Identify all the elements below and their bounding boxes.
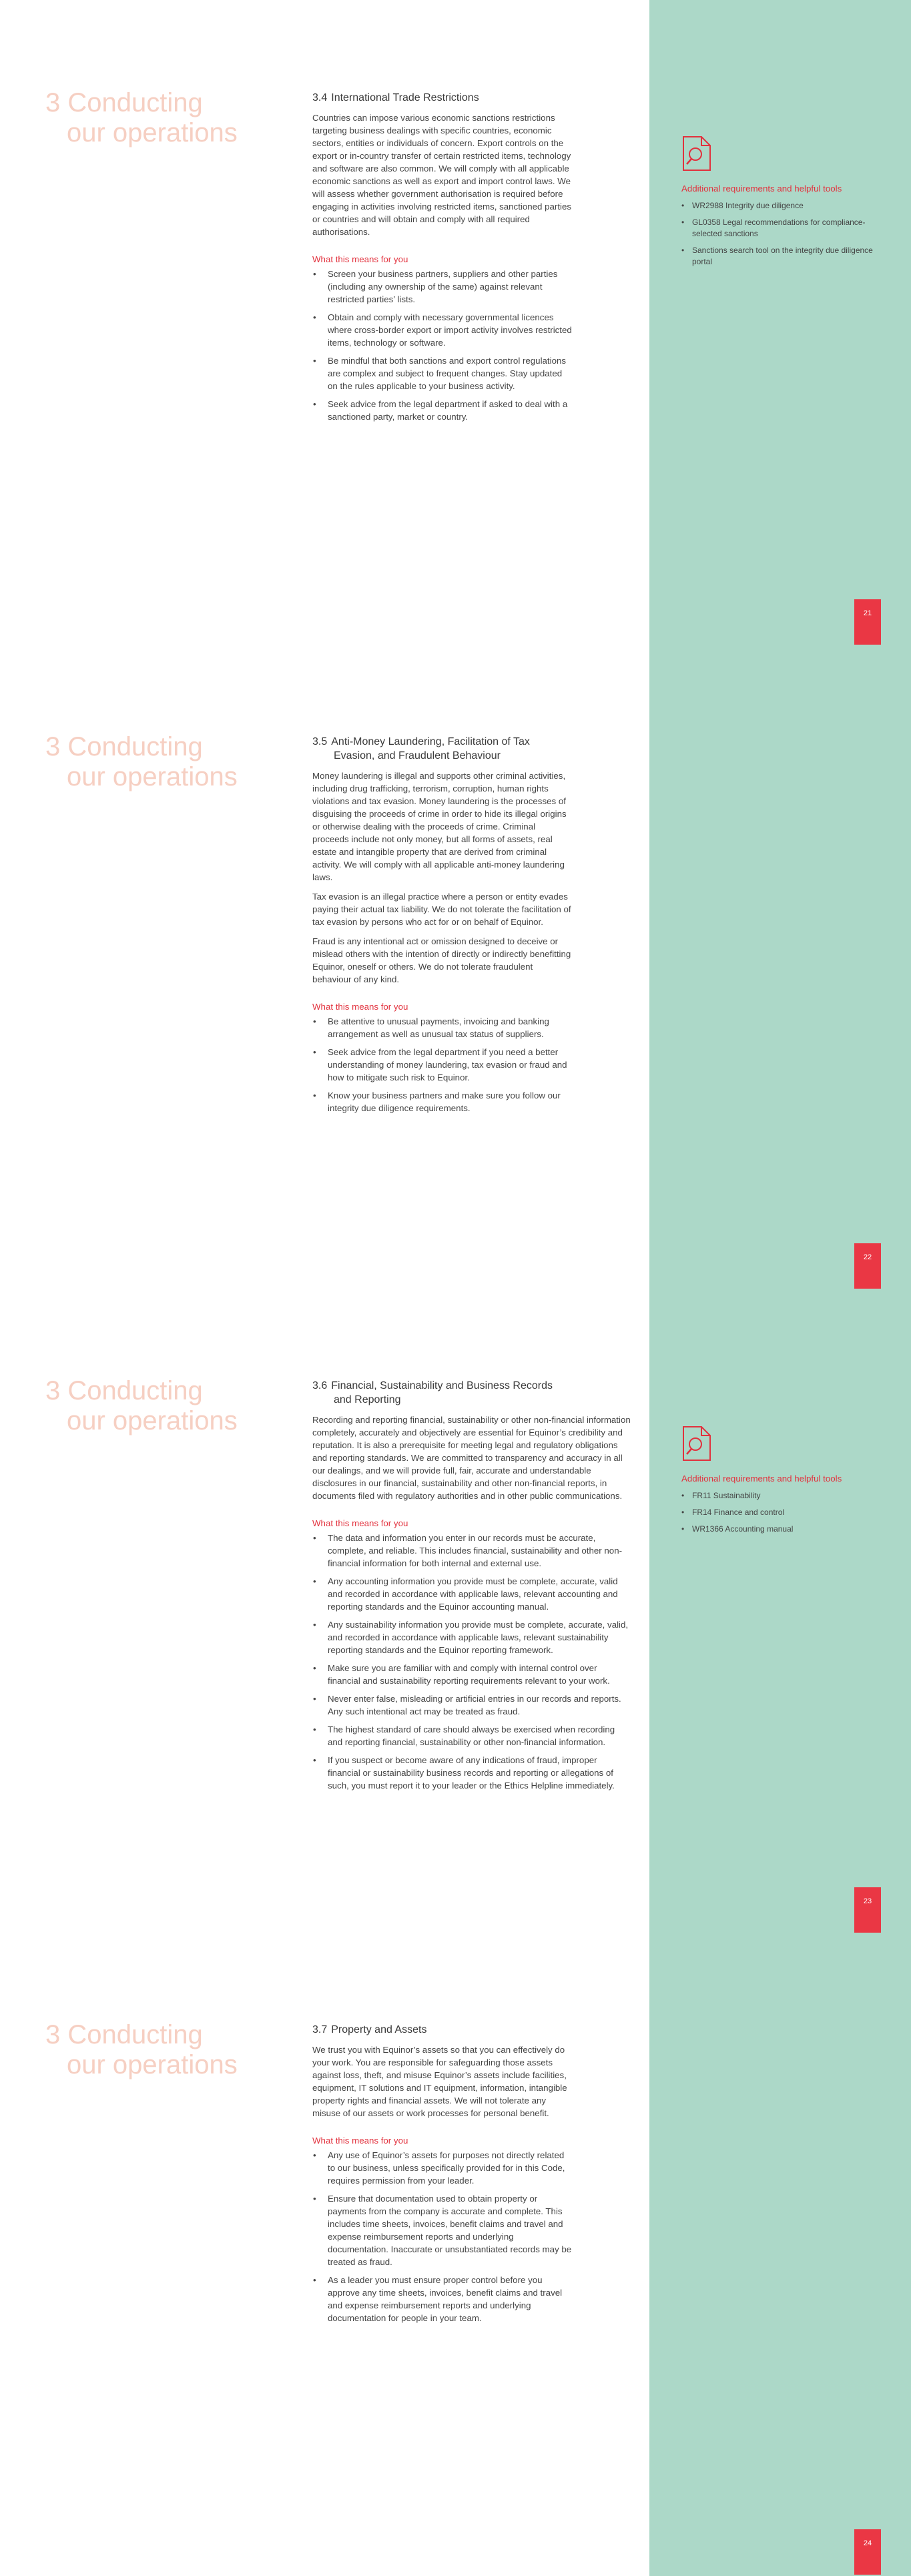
page-21 xyxy=(0,0,911,644)
bullet-item: • Never enter false, misleading or artificial entries in our records and reports. Any such intentional act may be treated as fraud. xyxy=(312,1692,631,1718)
page-24 xyxy=(0,1932,911,2576)
bullet-item: • Be attentive to unusual payments, invoicing and banking arrangement as well as unusual tax status of suppliers. xyxy=(312,1015,573,1040)
body-paragraph: We trust you with Equinor’s assets so that you can effectively do your work. You are responsible for safeguarding those assets against loss, theft, and misuse Equinor’s assets include facilities, equipment, IT solutions and IT equipment, information, intangible property rights and financial assets. We will not tolerate any misuse of our assets or work processes for personal benefit. xyxy=(312,2045,567,2118)
what-this-means-heading: What this means for you xyxy=(312,1002,408,1012)
tools-link[interactable]: • Sanctions search tool on the integrity due diligence portal xyxy=(681,245,882,268)
section-title-continued: and Reporting xyxy=(334,1394,401,1405)
bullet-item: • Obtain and comply with necessary governmental licences where cross-border export or import activity involves restricted items, technology or software. xyxy=(312,311,573,349)
tools-link[interactable]: • FR14 Finance and control xyxy=(681,1507,882,1518)
tools-title: Additional requirements and helpful tools xyxy=(681,1474,842,1484)
section-title-continued: Evasion, and Fraudulent Behaviour xyxy=(334,750,501,761)
bullet-item: • Make sure you are familiar with and comply with internal control over financial and sustainability reporting requirements relevant to your work. xyxy=(312,1662,631,1687)
what-this-means-heading: What this means for you xyxy=(312,254,408,264)
section-content xyxy=(312,91,573,428)
chapter-line-1: 3 Conducting xyxy=(45,2020,203,2049)
page-number: 24 xyxy=(854,2529,881,2575)
section-content xyxy=(312,1379,631,1797)
chapter-heading xyxy=(45,88,238,148)
tools-link[interactable]: • GL0358 Legal recommendations for compliance- selected sanctions xyxy=(681,217,882,240)
bullet-item: • Be mindful that both sanctions and export control regulations are complex and subject to frequent changes. Stay updated on the rules applicable to your business activity. xyxy=(312,354,573,392)
document-search-icon xyxy=(681,1425,712,1462)
bullet-item: • If you suspect or become aware of any indications of fraud, improper financial or sustainability business records and reporting or allegations of such, you must report it to your leader or the Ethics Helpline immediately. xyxy=(312,1754,631,1792)
tools-title: Additional requirements and helpful tools xyxy=(681,184,842,194)
tools-list xyxy=(681,200,882,268)
page-22 xyxy=(0,644,911,1288)
page-number: 23 xyxy=(854,1887,881,1933)
bullet-item: • Any accounting information you provide must be complete, accurate, valid and recorded in accordance with applicable laws, relevant accounting and reporting standards and the Equinor accounting manual. xyxy=(312,1575,631,1613)
chapter-line-1: 3 Conducting xyxy=(45,1376,203,1405)
chapter-line-2: our operations xyxy=(67,2050,238,2079)
bullet-item: • Seek advice from the legal department if asked to deal with a sanctioned party, market or country. xyxy=(312,398,573,423)
section-title xyxy=(312,1379,631,1407)
section-number: 3.7 xyxy=(312,2024,328,2035)
tools-link[interactable]: • WR2988 Integrity due diligence xyxy=(681,200,882,212)
body-paragraph: Recording and reporting financial, sustainability or other non-financial information completely, accurately and objectively are essential for Equinor’s credibility and reputation. It is also a prerequisite for meeting legal and regulatory obligations and reporting standards. We are committed to transparency and accuracy in all our dealings, and we will provide full, fair, accurate and understandable disclosures in our financial, sustainability and other non-financial reports, in documents filed with regulatory authorities and in other public communications. xyxy=(312,1415,631,1501)
bullet-item: • Seek advice from the legal department if you need a better understanding of money laundering, tax evasion or fraud and how to mitigate such risk to Equinor. xyxy=(312,1046,573,1084)
section-content xyxy=(312,2023,573,2330)
chapter-line-2: our operations xyxy=(67,1406,238,1435)
bullet-list xyxy=(312,268,573,423)
chapter-line-1: 3 Conducting xyxy=(45,732,203,761)
body-paragraph: Money laundering is illegal and supports other criminal activities, including drug trafficking, terrorism, corruption, human rights violations and tax evasion. Money laundering is the processes of disguising the proceeds of crime in order to hide its illegal origins or otherwise dealing with the proceeds of crime. Criminal proceeds include not only money, but all forms of assets, real estate and intangible property that are derived from criminal activity. We will comply with all applicable anti-money laundering laws. xyxy=(312,771,567,882)
bullet-list xyxy=(312,1532,631,1792)
bullet-list xyxy=(312,2149,573,2324)
chapter-line-1: 3 Conducting xyxy=(45,88,203,117)
section-title-text: Anti-Money Laundering, Facilitation of Tax xyxy=(331,736,530,747)
body-paragraph: Countries can impose various economic sanctions restrictions targeting business dealings with specific countries, economic sectors, entities or individuals of concern. Export controls on the export or in-country transfer of certain restricted items, technology and software are also common. We will comply with all applicable economic sanctions as well as export and import control laws. We will assess whether government authorisation is required before engaging in activities involving restricted items, sanctioned parties or countries and will obtain and comply with all required authorisations. xyxy=(312,113,572,237)
body-paragraph: Tax evasion is an illegal practice where a person or entity evades paying their actual tax liability. We do not tolerate the facilitation of tax evasion by persons who act for or on behalf of Equinor. xyxy=(312,892,571,927)
section-number: 3.5 xyxy=(312,736,328,747)
page-number: 22 xyxy=(854,1243,881,1289)
additional-tools-box xyxy=(681,135,882,273)
bullet-item: • Any sustainability information you provide must be complete, accurate, valid, and recorded in accordance with applicable laws, relevant sustainability reporting standards and the Equinor reporting framework. xyxy=(312,1618,631,1656)
chapter-heading xyxy=(45,732,238,792)
tools-link[interactable]: • WR1366 Accounting manual xyxy=(681,1524,882,1535)
body-paragraph: Fraud is any intentional act or omission designed to deceive or mislead others with the intention of directly or indirectly benefitting Equinor, oneself or others. We do not tolerate fraudulent behaviour of any kind. xyxy=(312,936,571,984)
bullet-item: • As a leader you must ensure proper control before you approve any time sheets, invoices, benefit claims and travel and expense reimbursement reports and underlying documentation for people in your team. xyxy=(312,2274,573,2324)
bullet-item: • Any use of Equinor’s assets for purposes not directly related to our business, unless specifically provided for in this Code, requires permission from your leader. xyxy=(312,2149,573,2187)
chapter-line-2: our operations xyxy=(67,762,238,791)
section-content xyxy=(312,735,573,1120)
bullet-item: • Know your business partners and make sure you follow our integrity due diligence requirements. xyxy=(312,1089,573,1114)
page-number: 21 xyxy=(854,599,881,645)
tools-list xyxy=(681,1490,882,1535)
what-this-means-heading: What this means for you xyxy=(312,1518,408,1528)
bullet-item: • The highest standard of care should always be exercised when recording and reporting financial, sustainability or other non-financial information. xyxy=(312,1723,631,1748)
additional-tools-box xyxy=(681,1425,882,1540)
page-23 xyxy=(0,1288,911,1932)
what-this-means-heading: What this means for you xyxy=(312,2136,408,2146)
chapter-line-2: our operations xyxy=(67,118,238,147)
section-number: 3.6 xyxy=(312,1380,328,1391)
bullet-item: • The data and information you enter in our records must be accurate, complete, and reliable. This includes financial, sustainability and other non- financial information for both internal and external use. xyxy=(312,1532,631,1570)
bullet-list xyxy=(312,1015,573,1114)
section-title xyxy=(312,2023,573,2037)
bullet-item: • Ensure that documentation used to obtain property or payments from the company is accurate and complete. This includes time sheets, invoices, benefit claims and travel and expense reimbursement reports and underlying documentation. Inaccurate or unsubstantiated records may be treated as fraud. xyxy=(312,2192,573,2268)
bullet-item: • Screen your business partners, suppliers and other parties (including any ownership of the same) against relevant restricted parties’ lists. xyxy=(312,268,573,306)
section-title-text: International Trade Restrictions xyxy=(331,92,479,103)
tools-link[interactable]: • FR11 Sustainability xyxy=(681,1490,882,1502)
section-title-text: Financial, Sustainability and Business Records xyxy=(331,1380,553,1391)
document-search-icon xyxy=(681,135,712,172)
chapter-heading xyxy=(45,1376,238,1436)
section-number: 3.4 xyxy=(312,92,328,103)
section-title xyxy=(312,735,573,763)
section-title xyxy=(312,91,573,105)
section-title-text: Property and Assets xyxy=(331,2024,427,2035)
chapter-heading xyxy=(45,2020,238,2080)
